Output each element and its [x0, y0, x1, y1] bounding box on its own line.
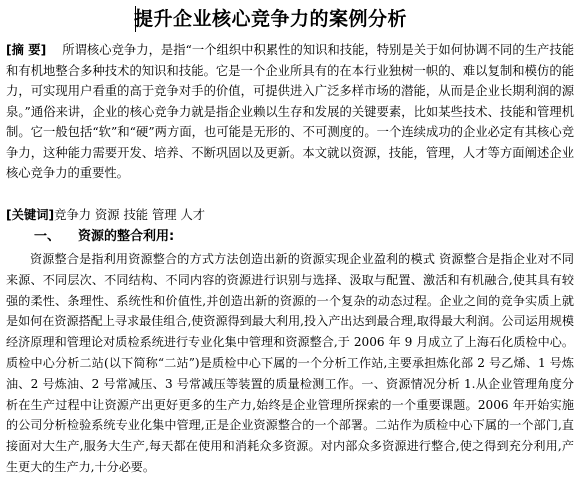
keywords-label: [关键词] [6, 208, 55, 222]
abstract-label: [摘 要] [6, 43, 47, 57]
keywords-text: 竞争力 资源 技能 管理 人才 [54, 208, 206, 222]
section-heading-text: 资源的整合利用: [78, 229, 175, 244]
section-body-paragraph: 资源整合是指利用资源整合的方式方法创造出新的资源实现企业盈利的模式 资源整合是指企业对不同来源、不同层次、不同结构、不同内容的资源进行识别与选择、汲取与配置、激活和有机融合,使其具有较强的柔性、条理性、系统性和价值性,并创造出新的资源的一个复杂的动态过程。企业之间的竞争实质上就是如何在资源搭配上寻求最佳组合,使资源得到最大利用,投入产出达到最合理,取得最大利润。公司运用规模经济原理和管理论对质检系统进行专业化集中管理和资源整合,于 2006 年 9 月成立了上海石化质检中心。质检中心分析二站(以下简称“二站”)是质检中心下属的一个分析工作站,主要承担炼化部 2 号乙烯、1 号炼油、2 号炼油、2 号常减压、3 号常减压等装置的质量检测工作。一、资源情况分析 1.从企业管理角度分析在生产过程中让资源产出更好更多的生产力,始终是企业管理所探索的一个重要课题。2006 年开始实施的公司分析检验系统专业化集中管理,正是企业资源整合的一个部署。二站作为质检中心下属的一个部门,直接面对大生产,服务大生产,每天都在使用和消耗众多资源。对内部众多资源进行整合,使之得到充分利用,产生更大的生产力,十分必要。 [6, 252, 574, 474]
abstract-paragraph [6, 40, 574, 184]
document-title: 提升企业核心竞争力的案例分析 [134, 8, 408, 30]
abstract-text: 所谓核心竞争力，是指“一个组织中积累性的知识和技能，特别是关于如何协调不同的生产技能和有机地整合多种技术的知识和技能。它是一个企业所具有的在本行业独树一帜的、难以复制和模仿的能力，可实现用户看重的高于竞争对手的价值，可提供进入广泛多样市场的潜能，从而是企业长期利润的源泉。”通俗来讲，企业的核心竞争力就是指企业赖以生存和发展的关键要素，比如某些技术、技能和管理机制。它一般包括“软”和“硬”两方面，也可能是无形的、不可测度的。一个连续成功的企业必定有其核心竞争力，这种能力需要开发、培养、不断巩固以及更新。本文就以资源，技能，管理，人才等方面阐述企业核心竞争力的重要性。 [6, 43, 574, 180]
keywords-line [6, 205, 574, 225]
section-number: 一、 [34, 229, 61, 244]
section-heading [34, 226, 174, 248]
